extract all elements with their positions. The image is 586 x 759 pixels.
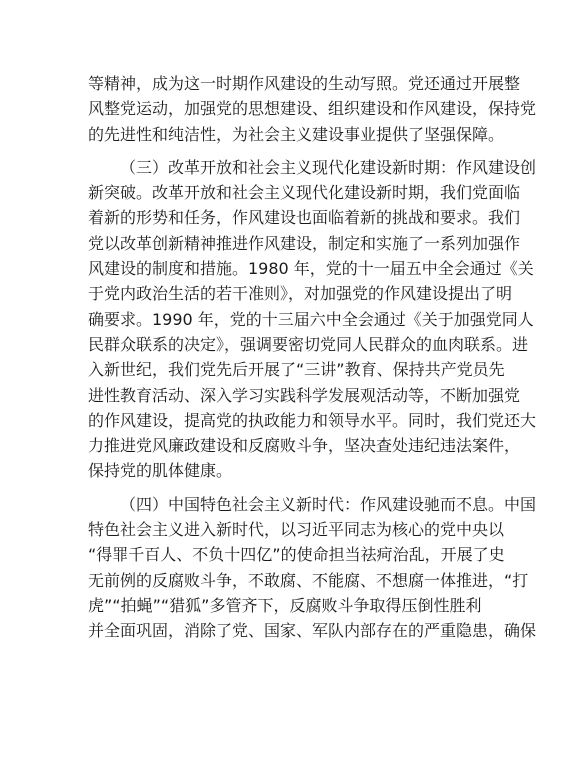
text-line: （四）中国特色社会主义新时代：作风建设驰而不息。中国 <box>120 494 537 514</box>
text-line: 进性教育活动、深入学习实践科学发展观活动等，不断加强党 <box>88 385 521 405</box>
text-line: 的先进性和纯洁性，为社会主义建设事业提供了坚强保障。 <box>88 124 505 144</box>
text-line: 着新的形势和任务，作风建设也面临着新的挑战和要求。我们 <box>88 208 521 228</box>
text-line: 确要求。1990 年，党的十三届六中全会通过《关于加强党同人 <box>88 309 534 329</box>
text-line: 党以改革创新精神推进作风建设，制定和实施了一系列加强作 <box>88 233 521 253</box>
paragraph-3 <box>88 492 537 644</box>
text-line: 民群众联系的决定》，强调要密切党同人民群众的血肉联系。进 <box>88 334 529 354</box>
text-line: 新突破。改革开放和社会主义现代化建设新时期，我们党面临 <box>88 183 521 203</box>
paragraph-1 <box>88 71 537 147</box>
text-line: （三）改革开放和社会主义现代化建设新时期：作风建设创 <box>120 157 537 177</box>
text-line: 保持党的肌体健康。 <box>88 461 233 481</box>
document-body <box>88 71 537 644</box>
text-line: 风建设的制度和措施。1980 年，党的十一届五中全会通过《关 <box>88 259 534 279</box>
text-line: 无前例的反腐败斗争，不敢腐、不能腐、不想腐一体推进，“打 <box>88 570 529 590</box>
text-line: 的作风建设，提高党的执政能力和领导水平。同时，我们党还大 <box>88 410 537 430</box>
text-line: 于党内政治生活的若干准则》，对加强党的作风建设提出了明 <box>88 284 513 304</box>
text-line: 特色社会主义进入新时代，以习近平同志为核心的党中央以 <box>88 520 505 540</box>
text-line: 风整党运动，加强党的思想建设、组织建设和作风建设，保持党 <box>88 99 537 119</box>
text-line: 入新世纪，我们党先后开展了“三讲”教育、保持共产党员先 <box>88 360 505 380</box>
text-line: 并全面巩固，消除了党、国家、军队内部存在的严重隐患，确保 <box>88 621 537 641</box>
paragraph-2 <box>88 155 537 484</box>
text-line: 虎”“拍蝇”“猎狐”多管齐下，反腐败斗争取得压倒性胜利 <box>88 595 482 615</box>
text-line: 力推进党风廉政建设和反腐败斗争，坚决查处违纪违法案件， <box>88 436 521 456</box>
text-line: “得罪千百人、不负十四亿”的使命担当祛疴治乱，开展了史 <box>88 545 505 565</box>
text-line: 等精神，成为这一时期作风建设的生动写照。党还通过开展整 <box>88 74 521 93</box>
